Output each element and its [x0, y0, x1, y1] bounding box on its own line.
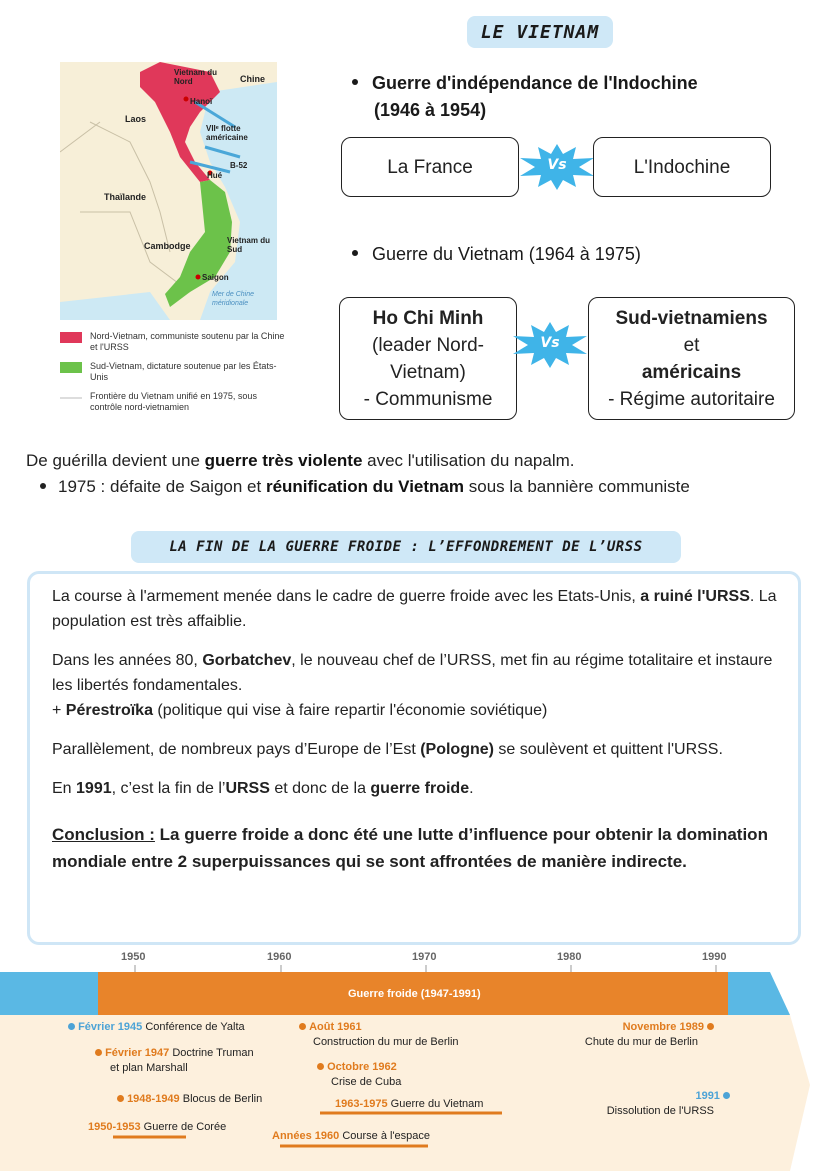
vs-label-2: Vs — [540, 335, 560, 351]
card-p3 — [52, 737, 780, 762]
card-p4-d: URSS — [225, 780, 270, 797]
box-sud-vietnamiens — [588, 297, 795, 420]
sud-line2: et — [683, 334, 700, 356]
card-p1 — [52, 584, 780, 634]
legend-swatch-south — [60, 362, 82, 373]
map-label-nord: Vietnam du Nord — [174, 68, 217, 86]
card-p3-a: Parallèlement, de nombreux pays d’Europe de l’Est — [52, 741, 421, 758]
timeline-bar-label: Guerre froide (1947-1991) — [348, 988, 481, 1000]
event-chute-date: Novembre 1989 — [622, 1021, 704, 1033]
card-p2-extra — [52, 698, 780, 723]
card-p2-b: Gorbatchev — [202, 652, 292, 669]
event-dot-orange — [117, 1095, 124, 1102]
card-p4-g: . — [469, 780, 474, 797]
card-p2-d: + — [52, 702, 66, 719]
vs-label-1: Vs — [547, 157, 567, 173]
map-label-cambodge: Cambodge — [144, 241, 191, 251]
para-guerilla-c: avec l'utilisation du napalm. — [362, 451, 575, 470]
conclusion-text: La guerre froide a donc été une lutte d’influence pour obtenir la domination mondiale entre 2 superpuissances qui se sont affrontées de manière indirecte. — [52, 825, 768, 871]
bullet-indochine-years: (1946 à 1954) — [374, 100, 487, 120]
event-urss-text: Dissolution de l'URSS — [606, 1105, 714, 1117]
map-label-laos: Laos — [125, 114, 147, 124]
event-berlin-date: 1948-1949 — [127, 1093, 180, 1105]
urss-card-content — [52, 584, 780, 875]
urss-card — [27, 571, 801, 945]
sud-line3: américains — [641, 361, 742, 383]
bullet-indochine — [352, 70, 812, 124]
event-truman-date: Février 1947 — [105, 1047, 170, 1059]
card-p4-b: 1991 — [76, 780, 112, 797]
event-espace-date: Années 1960 — [272, 1130, 340, 1142]
event-dot-orange — [95, 1049, 102, 1056]
card-p2-a: Dans les années 80, — [52, 652, 203, 669]
event-cuba — [317, 1060, 401, 1090]
box-indochine: L'Indochine — [593, 137, 771, 197]
event-chute — [574, 1020, 714, 1050]
legend-row-north — [60, 331, 285, 353]
event-yalta-text: Conférence de Yalta — [142, 1021, 245, 1033]
bullet-indochine-text: Guerre d'indépendance de l'Indochine — [372, 73, 698, 93]
legend-text-north: Nord-Vietnam, communiste soutenu par la Chine et l'URSS — [90, 331, 285, 352]
map-label-thailande: Thaïlande — [104, 192, 147, 202]
event-dot-orange — [317, 1063, 324, 1070]
event-coree-date: 1950-1953 — [88, 1121, 141, 1133]
event-chute-text: Chute du mur de Berlin — [584, 1036, 698, 1048]
event-truman — [95, 1046, 254, 1076]
event-truman-text2: et plan Marshall — [110, 1062, 188, 1074]
card-p4-e: et donc de la — [269, 780, 371, 797]
event-urss-date: 1991 — [695, 1090, 720, 1102]
card-p2 — [52, 648, 780, 698]
map-label-flotte: VIIᵉ flotte américaine — [206, 124, 248, 142]
card-p2-e: Pérestroïka — [65, 702, 153, 719]
tick-1960: 1960 — [267, 951, 292, 963]
bullet-vietnam-war-text: Guerre du Vietnam (1964 à 1975) — [372, 244, 641, 264]
box-ho-chi-minh — [339, 297, 517, 420]
map-label-chine: Chine — [240, 74, 266, 84]
sud-line4: - Régime autoritaire — [608, 388, 775, 410]
map-label-saigon: Saigon — [202, 273, 229, 282]
map-label-b52: B-52 — [230, 161, 248, 170]
para-1975-c: sous la bannière communiste — [464, 477, 690, 496]
vietnam-map — [60, 62, 277, 320]
event-yalta-date: Février 1945 — [78, 1021, 143, 1033]
event-espace-text: Course à l'espace — [339, 1130, 431, 1142]
event-vietnam-date: 1963-1975 — [335, 1098, 388, 1110]
event-coree — [88, 1120, 226, 1135]
para-guerilla — [26, 448, 816, 474]
card-p4-f: guerre froide — [370, 780, 470, 797]
event-dot-blue — [68, 1023, 75, 1030]
para-guerilla-b: guerre très violente — [204, 451, 363, 470]
card-p1-b: a ruiné l'URSS — [640, 588, 750, 605]
legend-row-border — [60, 391, 285, 413]
para-1975-a: 1975 : défaite de Saigon et — [58, 477, 266, 496]
event-yalta — [68, 1020, 245, 1035]
card-conclusion — [52, 821, 780, 875]
card-p4 — [52, 776, 780, 801]
event-vietnam-text: Guerre du Vietnam — [387, 1098, 484, 1110]
event-cuba-text: Crise de Cuba — [331, 1076, 402, 1088]
event-dot-blue — [723, 1092, 730, 1099]
bullet-dot — [352, 250, 358, 256]
event-dot-orange — [707, 1023, 714, 1030]
legend-text-south: Sud-Vietnam, dictature soutenue par les États-Unis — [90, 361, 277, 382]
tick-1950: 1950 — [121, 951, 146, 963]
tick-1980: 1980 — [557, 951, 582, 963]
event-urss — [590, 1089, 730, 1119]
box-la-france: La France — [341, 137, 519, 197]
event-truman-text: Doctrine Truman — [169, 1047, 254, 1059]
legend-swatch-border — [60, 397, 82, 399]
ho-chi-minh-title: Ho Chi Minh — [372, 307, 484, 329]
event-vietnam — [335, 1097, 483, 1112]
event-dot-orange — [299, 1023, 306, 1030]
event-espace — [272, 1129, 430, 1144]
tick-1970: 1970 — [412, 951, 437, 963]
event-cuba-date: Octobre 1962 — [327, 1061, 397, 1073]
card-p2-f: (politique qui vise à faire repartir l'économie soviétique) — [152, 702, 548, 719]
ho-chi-minh-line4: - Communisme — [363, 388, 493, 410]
event-mur — [299, 1020, 459, 1050]
event-mur-text: Construction du mur de Berlin — [313, 1036, 459, 1048]
map-graphic — [60, 62, 277, 320]
card-p3-b: (Pologne) — [420, 741, 494, 758]
section-subtitle: LA FIN DE LA GUERRE FROIDE : L’EFFONDREMENT DE L’URSS — [131, 531, 681, 563]
para-1975-b: réunification du Vietnam — [265, 477, 465, 496]
conclusion-label: Conclusion : — [52, 825, 155, 844]
card-p1-c: . La population est très affaiblie. — [52, 588, 777, 630]
event-coree-text: Guerre de Corée — [140, 1121, 227, 1133]
card-p4-a: En — [52, 780, 77, 797]
map-label-sud: Vietnam du Sud — [227, 236, 270, 254]
page-title: LE VIETNAM — [467, 16, 613, 48]
legend-row-south — [60, 361, 285, 383]
bullet-dot — [40, 483, 46, 489]
vs-burst-1 — [518, 144, 596, 190]
card-p4-c: , c’est la fin de l’ — [111, 780, 226, 797]
tick-1990: 1990 — [702, 951, 727, 963]
para-guerilla-a: De guérilla devient une — [26, 451, 205, 470]
map-label-hue: Hué — [207, 171, 223, 180]
ho-chi-minh-line2: (leader Nord- — [372, 334, 484, 356]
bullet-dot — [352, 79, 358, 85]
bullet-vietnam-war — [352, 241, 812, 268]
card-p1-a: La course à l'armement menée dans le cadre de guerre froide avec les Etats-Unis, — [52, 588, 641, 605]
event-berlin-text: Blocus de Berlin — [179, 1093, 263, 1105]
map-label-hanoi: Hanoï — [190, 97, 213, 106]
vs-burst-2 — [511, 322, 589, 368]
map-label-mer: Mer de Chine méridionale — [212, 291, 255, 307]
card-p2-c: , le nouveau chef de l’URSS, met fin au régime totalitaire et instaure les libertés fondamentales. — [52, 652, 773, 694]
legend-text-border: Frontière du Vietnam unifié en 1975, sous contrôle nord-vietnamien — [90, 391, 257, 412]
event-mur-date: Août 1961 — [309, 1021, 362, 1033]
card-p3-c: se soulèvent et quittent l'URSS. — [493, 741, 723, 758]
sud-title: Sud-vietnamiens — [615, 307, 768, 329]
ho-chi-minh-line3: Vietnam) — [390, 361, 466, 383]
map-legend — [60, 331, 285, 413]
timeline — [0, 945, 828, 1171]
event-berlin — [117, 1092, 262, 1107]
para-1975 — [40, 474, 826, 500]
legend-swatch-north — [60, 332, 82, 343]
